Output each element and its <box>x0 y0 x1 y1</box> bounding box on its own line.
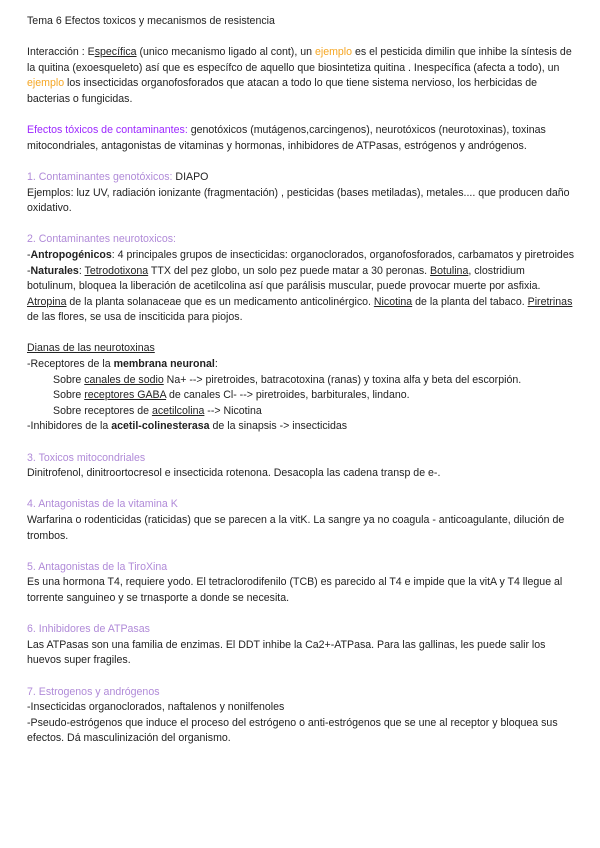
section-7-line-2: -Pseudo-estrógenos que induce el proceso del estrógeno o anti-estrógenos que se une al receptor y bloquea sus efectos. Dá masculinización del organismo. <box>27 716 558 745</box>
section-1-heading: 1. Contaminantes genotóxicos: DIAPO <box>27 170 209 183</box>
efectos-paragraph: Efectos tóxicos de contaminantes: genotóxicos (mutágenos,carcingenos), neurotóxicos (neurotoxinas), toxinas mitocondriales, antagonistas de vitaminas y hormonas, inhibidores de ATPasas, estrógenos y andrógenos. <box>27 124 546 152</box>
inhibidores-line: -Inhibidores de la acetil-colinesterasa de la sinapsis -> insecticidas <box>27 420 348 433</box>
section-7-line-1: -Insecticidas organoclorados, naftalenos y nonilfenoles <box>27 701 285 714</box>
receptores-line: -Receptores de la membrana neuronal: <box>27 358 218 371</box>
section-4-heading: 4. Antagonistas de la vitamina K <box>27 498 178 511</box>
sodio-line: Sobre canales de sodio Na+ --> piretroides, batracotoxina (ranas) y toxina alfa y beta del escorpión. <box>53 373 522 386</box>
title-main: Efectos toxicos y mecanismos de resistencia <box>64 15 275 27</box>
gaba-line: Sobre receptores GABA de canales Cl- --> piretroides, barbiturales, lindano. <box>53 389 410 402</box>
section-1-body: Ejemplos: luz UV, radiación ionizante (fragmentación) , pesticidas (bases metiladas), metales.... que producen daño oxidativo. <box>27 186 570 215</box>
ejemplo-highlight-2: ejemplo <box>27 77 65 90</box>
ejemplo-highlight: ejemplo <box>314 46 353 59</box>
section-7-heading: 7. Estrogenos y andrógenos <box>27 685 160 698</box>
section-2-heading: 2. Contaminantes neurotoxicos: <box>27 233 176 246</box>
section-5-body: Es una hormona T4, requiere yodo. El tetraclorodifenilo (TCB) es parecido al T4 e impide que la vitA y T4 llegue al torrente sanguineo y se trnasporte a donde se necesita. <box>27 576 563 604</box>
page-title: Tema 6 Efectos toxicos y mecanismos de resistencia <box>27 15 275 27</box>
section-6-heading: 6. Inhibidores de ATPasas <box>27 623 150 636</box>
section-4-body: Warfarina o rodenticidas (raticidas) que se parecen a la vitK. La sangre ya no coagula - anticoagulante, dilución de trombos. <box>27 514 565 542</box>
naturales-paragraph: -Naturales: Tetrodotixona TTX del pez globo, un solo pez puede matar a 30 peronas. Botulina, clostridium botulinum, bloquea la liberación de acetilcolina así que parálisis muscular, puede provocar muerte por asfixia. Atropina de la planta solanaceae que es un medicamento anticolinérgico. Nicotina de la planta del tabaco. Piretrinas de las flores, se usa de insciticida para piojos. <box>27 264 573 324</box>
antropogenicos-paragraph: -Antropogénicos: 4 principales grupos de insecticidas: organoclorados, organofosforados, carbamatos y piretroides <box>27 248 575 261</box>
efectos-label: Efectos tóxicos de contaminantes: <box>27 124 188 137</box>
document-page <box>27 14 575 747</box>
especifica-term: specífica <box>94 46 137 59</box>
section-3-body: Dinitrofenol, dinitroortocresol e insecticida rotenona. Desacopla las cadena transp de e-. <box>27 467 441 480</box>
acetilcolina-line: Sobre receptores de acetilcolina --> Nicotina <box>53 404 262 417</box>
section-5-heading: 5. Antagonistas de la TiroXina <box>27 560 168 573</box>
interaccion-paragraph: Interacción : Específica (unico mecanismo ligado al cont), un ejemplo es el pesticida dimilin que inhibe la síntesis de la quitina (exoesqueleto) así que es específco de aquello que biosintetiza quitina . Inespecífica (afecta a todo), un ejemplo los insecticidas organofosforados que atacan a todo lo que tiene sistema nervioso, los herbicidas de bacterias o fungicidas. <box>27 46 572 105</box>
section-3-heading: 3. Toxicos mitocondriales <box>27 451 146 464</box>
dianas-title: Dianas de las neurotoxinas <box>27 342 155 355</box>
section-6-body: Las ATPasas son una familia de enzimas. El DDT inhibe la Ca2+-ATPasa. Para las gallinas, les puede salir los huevos super fragiles. <box>27 638 546 667</box>
